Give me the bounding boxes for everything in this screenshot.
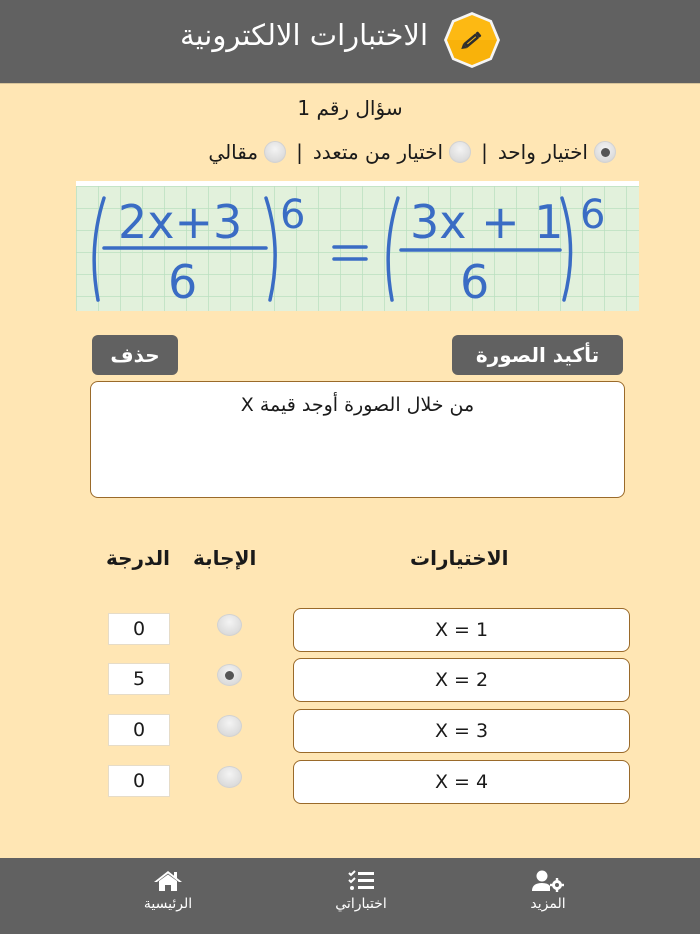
equation-right-exponent: 6 [580,192,606,238]
type-option-essay[interactable] [208,140,286,164]
choice-input[interactable]: X = 4 [293,760,630,804]
type-label-single: اختيار واحد [497,140,588,164]
choice-row [0,760,700,804]
question-image [76,181,639,311]
separator: | [296,140,303,164]
question-number: سؤال رقم 1 [297,96,403,120]
header-choices: الاختيارات [410,546,509,570]
grade-input[interactable]: 0 [108,613,170,645]
radio-multiple-choice[interactable] [449,141,471,163]
choice-row [0,658,700,702]
nav-label-my-exams: اختباراتي [335,896,387,912]
radio-single-choice[interactable] [594,141,616,163]
app-title: الاختبارات الالكترونية [179,18,428,52]
header-grade: الدرجة [106,546,170,570]
equation-left-exponent: 6 [280,192,306,238]
choice-row [0,709,700,753]
nav-item-home[interactable] [108,870,228,912]
home-icon [153,870,183,892]
nav-label-more: المزيد [530,896,566,912]
type-label-essay: مقالي [208,140,259,164]
nav-item-my-exams[interactable] [301,870,421,912]
nav-label-home: الرئيسية [143,896,193,912]
grade-input[interactable]: 0 [108,765,170,797]
correct-answer-radio[interactable] [217,664,242,686]
header-answer: الإجابة [193,546,257,570]
grade-input[interactable]: 0 [108,714,170,746]
type-label-multiple: اختيار من متعدد [312,140,444,164]
correct-answer-radio[interactable] [217,715,242,737]
correct-answer-radio[interactable] [217,614,242,636]
choice-row [0,608,700,652]
equation-right-numerator: 3x + 1 [410,195,564,249]
user-settings-icon [531,870,565,892]
type-option-multiple[interactable] [313,140,471,164]
bottom-nav [0,858,700,934]
type-option-single[interactable] [498,140,616,164]
equation-right-denominator: 6 [460,255,490,309]
pencil-icon [443,11,501,69]
delete-button[interactable]: حذف [92,335,178,375]
confirm-image-button[interactable]: تأكيد الصورة [452,335,623,375]
choice-input[interactable]: X = 3 [293,709,630,753]
equation-left-numerator: 2x+3 [118,195,243,249]
checklist-icon [346,870,376,892]
choice-input[interactable]: X = 2 [293,658,630,702]
question-type-group [208,140,616,164]
nav-item-more[interactable] [488,870,608,912]
choice-input[interactable]: X = 1 [293,608,630,652]
radio-essay[interactable] [264,141,286,163]
app-header [0,0,700,84]
correct-answer-radio[interactable] [217,766,242,788]
grade-input[interactable]: 5 [108,663,170,695]
equation-left-denominator: 6 [168,255,198,309]
separator: | [481,140,488,164]
question-text-input[interactable]: من خلال الصورة أوجد قيمة X [90,381,625,498]
